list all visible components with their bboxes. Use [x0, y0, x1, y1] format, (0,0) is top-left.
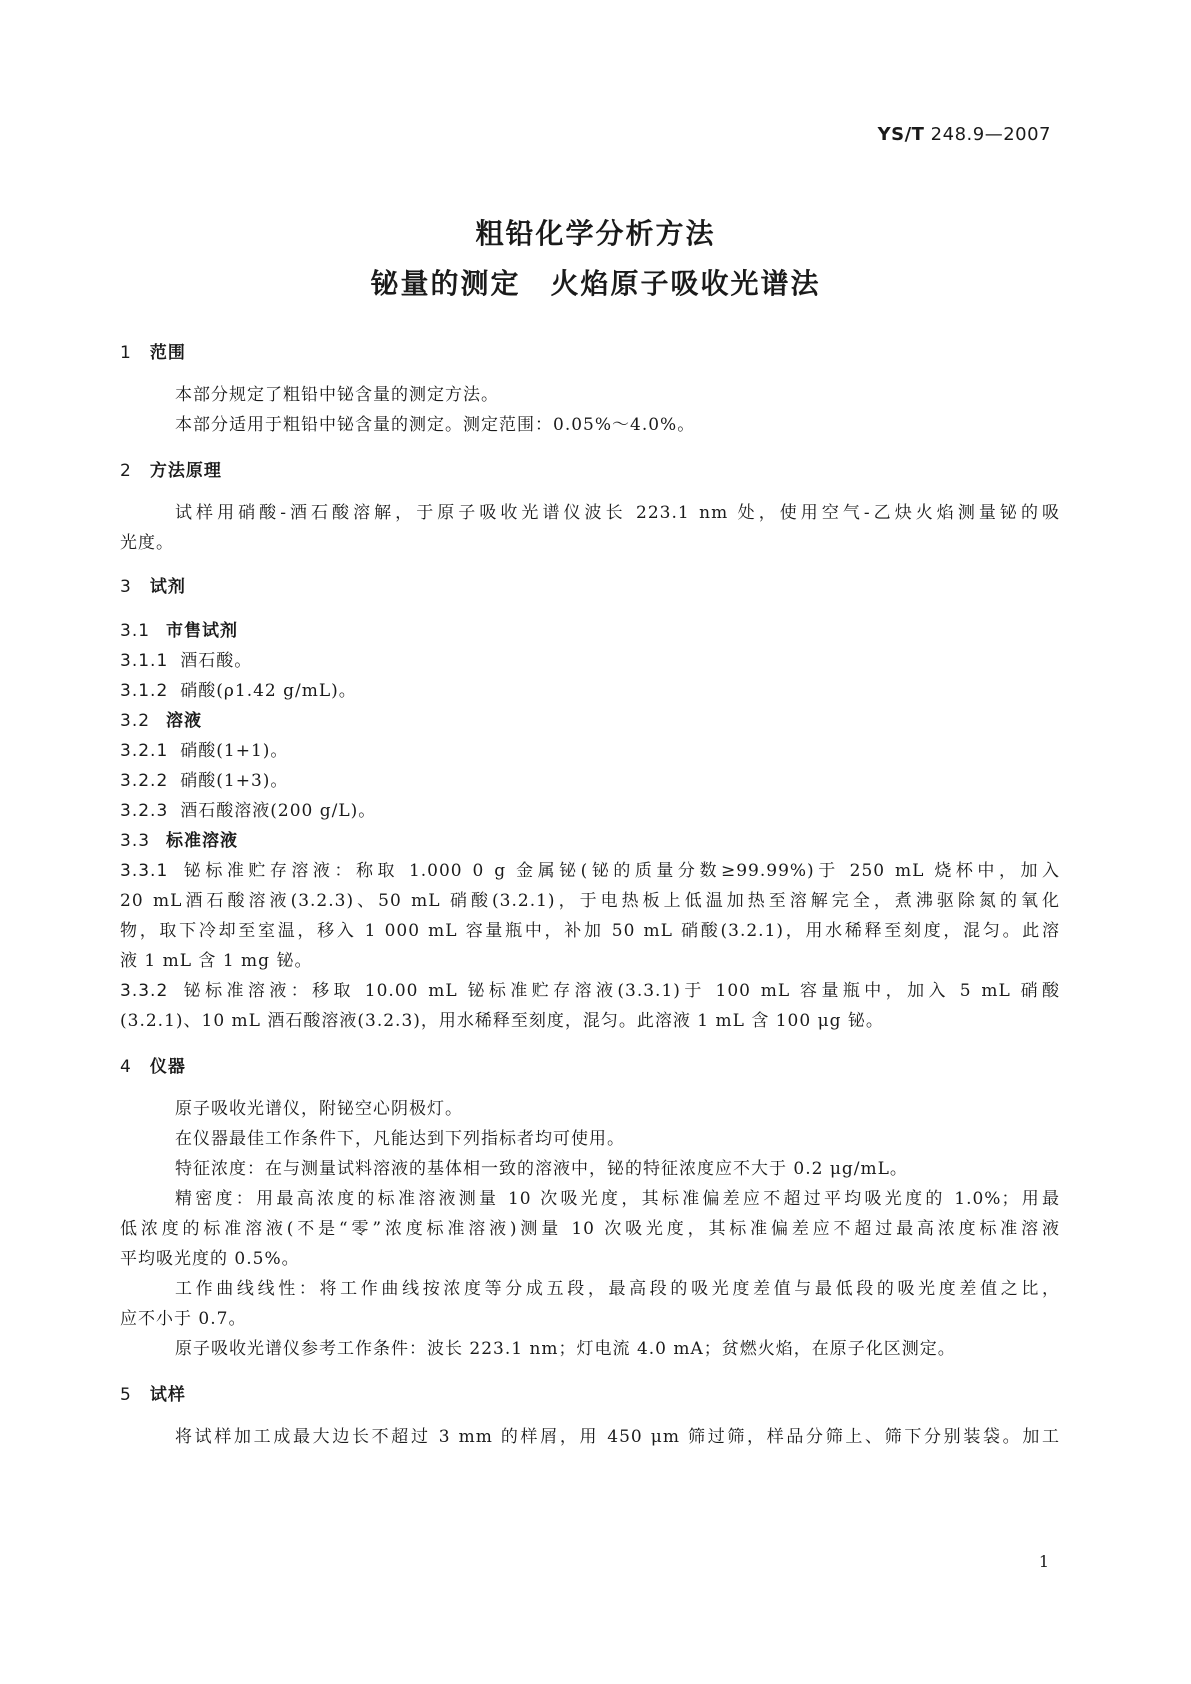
document-title-line-1: 粗铅化学分析方法	[475, 217, 716, 250]
paragraph-line: (3.2.1)、10 mL 酒石酸溶液(3.2.3)，用水稀释至刻度，混匀。此溶液 1 mL 含 100 μg 铋。	[120, 1011, 884, 1031]
paragraph-line: 液 1 mL 含 1 mg 铋。	[120, 951, 313, 971]
section-heading-4: 4 仪器	[120, 1057, 186, 1077]
paragraph-line: 低浓度的标准溶液(不是“零”浓度标准溶液)测量 10 次吸光度，其标准偏差应不超过最高浓度标准溶液	[120, 1219, 1060, 1239]
subsection-heading-3-2: 3.2 溶液	[120, 711, 203, 731]
clause-3-2-1: 3.2.1 硝酸(1+1)。	[120, 741, 289, 761]
paragraph: 在仪器最佳工作条件下，凡能达到下列指标者均可使用。	[175, 1129, 625, 1149]
paragraph: 原子吸收光谱仪，附铋空心阴极灯。	[175, 1099, 463, 1119]
clause-3-3-2: 3.3.2 铋标准溶液：移取 10.00 mL 铋标准贮存溶液(3.3.1)于 100 mL 容量瓶中，加入 5 mL 硝酸	[120, 981, 1060, 1001]
paragraph-line: 将试样加工成最大边长不超过 3 mm 的样屑，用 450 μm 筛过筛，样品分筛上、筛下分别装袋。加工	[175, 1427, 1060, 1447]
paragraph-line: 应不小于 0.7。	[120, 1309, 247, 1329]
document-title-line-2: 铋量的测定 火焰原子吸收光谱法	[370, 267, 821, 300]
clause-3-2-3: 3.2.3 酒石酸溶液(200 g/L)。	[120, 801, 377, 821]
standard-number: YS/T 248.9—2007	[877, 124, 1051, 145]
paragraph-line: 试样用硝酸-酒石酸溶解，于原子吸收光谱仪波长 223.1 nm 处，使用空气-乙炔火焰测量铋的吸	[175, 503, 1060, 523]
paragraph-line: 物，取下冷却至室温，移入 1 000 mL 容量瓶中，补加 50 mL 硝酸(3.2.1)，用水稀释至刻度，混匀。此溶	[120, 921, 1060, 941]
paragraph-line: 光度。	[120, 533, 174, 553]
page-number: 1	[1038, 1552, 1049, 1571]
clause-3-1-1: 3.1.1 酒石酸。	[120, 651, 253, 671]
section-heading-2: 2 方法原理	[120, 461, 222, 481]
subsection-heading-3-1: 3.1 市售试剂	[120, 621, 239, 641]
clause-3-3-1: 3.3.1 铋标准贮存溶液：称取 1.000 0 g 金属铋(铋的质量分数≥99.99%)于 250 mL 烧杯中，加入	[120, 861, 1060, 881]
paragraph: 本部分适用于粗铅中铋含量的测定。测定范围：0.05%～4.0%。	[175, 415, 696, 435]
paragraph: 特征浓度：在与测量试料溶液的基体相一致的溶液中，铋的特征浓度应不大于 0.2 μg/mL。	[175, 1159, 908, 1179]
paragraph-line: 精密度：用最高浓度的标准溶液测量 10 次吸光度，其标准偏差应不超过平均吸光度的 1.0%；用最	[175, 1189, 1060, 1209]
subsection-heading-3-3: 3.3 标准溶液	[120, 831, 239, 851]
paragraph: 本部分规定了粗铅中铋含量的测定方法。	[175, 385, 499, 405]
paragraph-line: 工作曲线线性：将工作曲线按浓度等分成五段，最高段的吸光度差值与最低段的吸光度差值之比，	[175, 1279, 1060, 1299]
clause-3-2-2: 3.2.2 硝酸(1+3)。	[120, 771, 289, 791]
paragraph-line: 平均吸光度的 0.5%。	[120, 1249, 300, 1269]
section-heading-1: 1 范围	[120, 343, 186, 363]
section-heading-5: 5 试样	[120, 1385, 186, 1405]
section-heading-3: 3 试剂	[120, 577, 186, 597]
paragraph-line: 20 mL酒石酸溶液(3.2.3)、50 mL 硝酸(3.2.1)，于电热板上低温加热至溶解完全，煮沸驱除氮的氧化	[120, 891, 1060, 911]
paragraph: 原子吸收光谱仪参考工作条件：波长 223.1 nm；灯电流 4.0 mA；贫燃火焰，在原子化区测定。	[175, 1339, 956, 1359]
clause-3-1-2: 3.1.2 硝酸(ρ1.42 g/mL)。	[120, 681, 357, 701]
